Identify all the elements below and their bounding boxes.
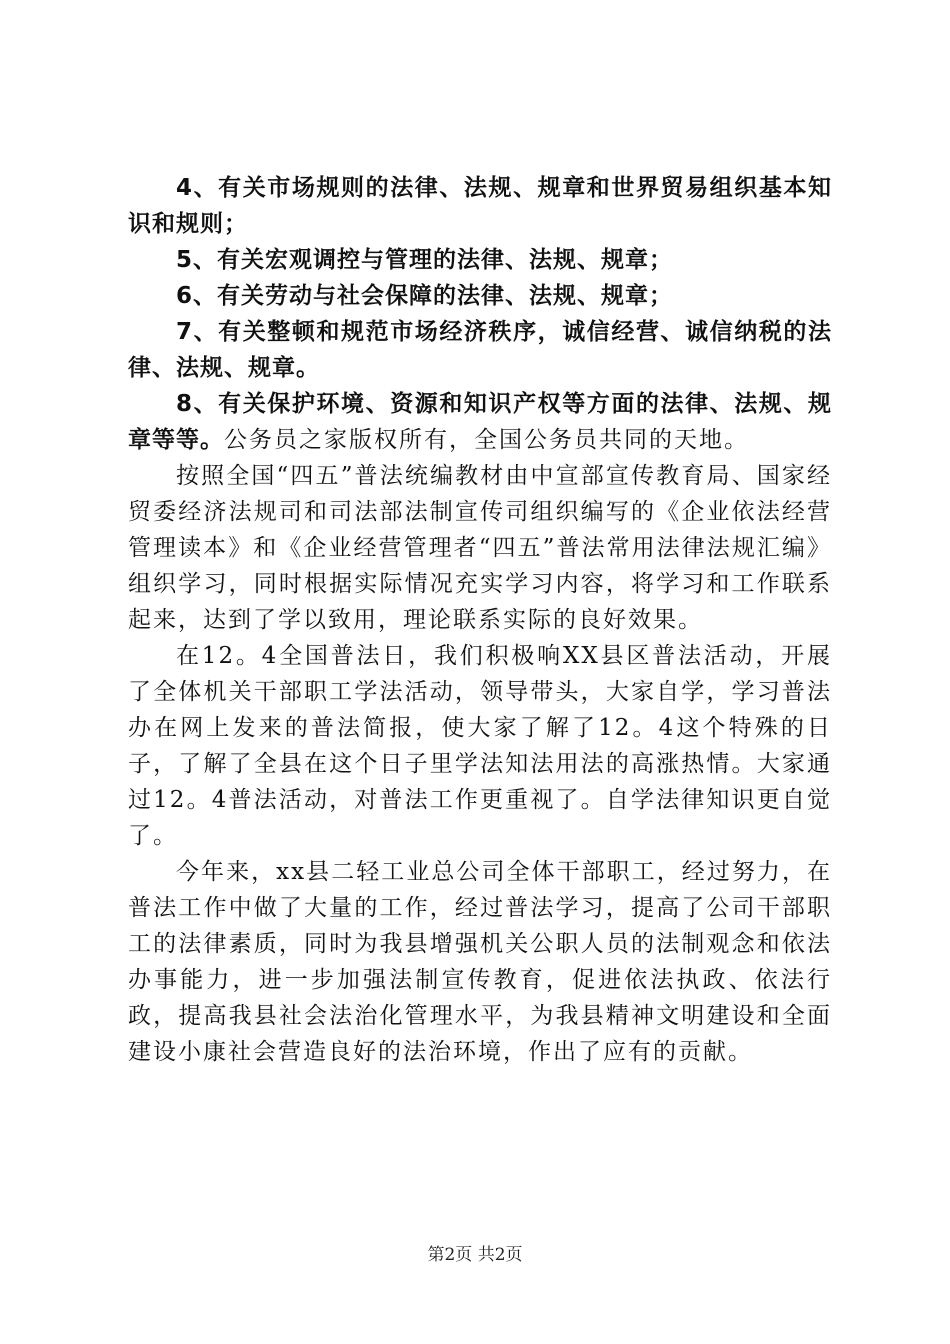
list-item: 4、有关市场规则的法律、法规、规章和世界贸易组织基本知识和规则； [128, 175, 832, 237]
list-item-8-text: 8、有关保护环境、资源和知识产权等方面的法律、法规、规章等等。 [128, 391, 832, 453]
list-item: 7、有关整顿和规范市场经济秩序，诚信经营、诚信纳税的法律、法规、规章。 [128, 319, 832, 381]
body-paragraph: 今年来，xx县二轻工业总公司全体干部职工，经过努力，在普法工作中做了大量的工作，经过普法学习，提高了公司干部职工的法律素质，同时为我县增强机关公职人员的法制观念和依法办事能力，进一步加强法制宣传教育，促进依法执政、依法行政，提高我县社会法治化管理水平，为我县精神文明建设和全面建设小康社会营造良好的法治环境，作出了应有的贡献。 [128, 859, 832, 1065]
list-item-8 [128, 386, 832, 458]
copyright-note: 公务员之家版权所有，全国公务员共同的天地。 [224, 427, 749, 453]
list-item: 5、有关宏观调控与管理的法律、法规、规章； [176, 247, 674, 273]
body-paragraph: 在12。4全国普法日，我们积极响XX县区普法活动，开展了全体机关干部职工学法活动，领导带头，大家自学，学习普法办在网上发来的普法简报，使大家了解了12。4这个特殊的日子，了解了全县在这个日子里学法知法用法的高涨热情。大家通过12。4普法活动，对普法工作更重视了。自学法律知识更自觉了。 [128, 643, 832, 849]
page-footer: 第2页 共2页 [427, 1245, 523, 1265]
list-item: 6、有关劳动与社会保障的法律、法规、规章； [176, 283, 674, 309]
document-body [128, 170, 832, 1070]
body-paragraph: 按照全国“四五”普法统编教材由中宣部宣传教育局、国家经贸委经济法规司和司法部法制宣传司组织编写的《企业依法经营管理读本》和《企业经营管理者“四五”普法常用法律法规汇编》组织学习，同时根据实际情况充实学习内容，将学习和工作联系起来，达到了学以致用，理论联系实际的良好效果。 [128, 463, 832, 633]
